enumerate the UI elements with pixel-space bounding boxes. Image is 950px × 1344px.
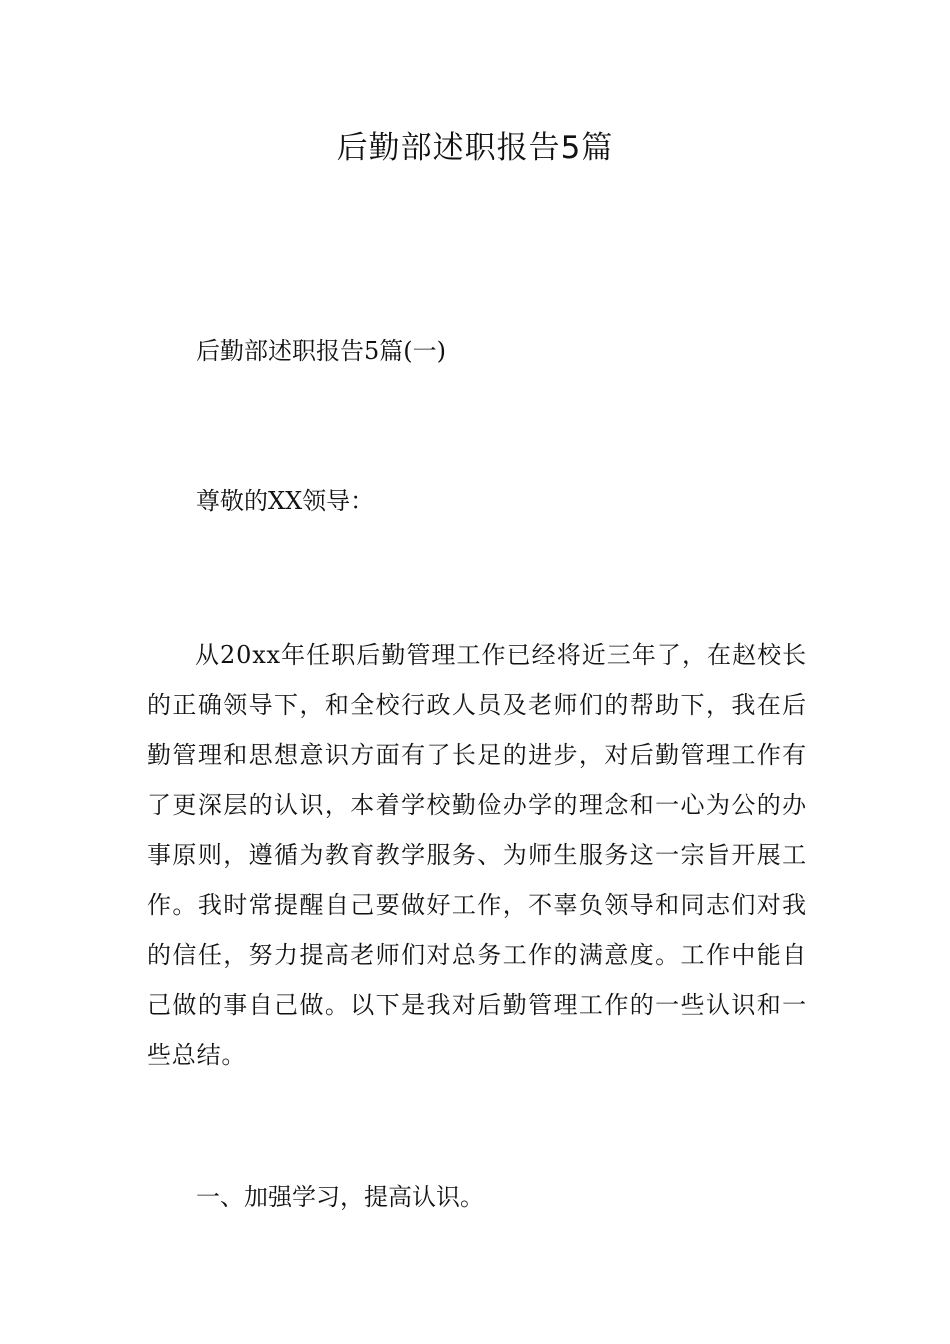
body-paragraph: 从20xx年任职后勤管理工作已经将近三年了，在赵校长的正确领导下，和全校行政人员及老师们的帮助下，我在后勤管理和思想意识方面有了长足的进步，对后勤管理工作有了更深层的认识，本着学校勤俭办学的理念和一心为公的办事原则，遵循为教育教学服务、为师生服务这一宗旨开展工作。我时常提醒自己要做好工作，不辜负领导和同志们对我的信任，努力提高老师们对总务工作的满意度。工作中能自己做的事自己做。以下是我对后勤管理工作的一些认识和一些总结。 bbox=[147, 641, 807, 1069]
report-subtitle: 后勤部述职报告5篇(一) bbox=[196, 337, 446, 365]
section-heading: 一、加强学习，提高认识。 bbox=[196, 1183, 484, 1211]
document-title: 后勤部述职报告5篇 bbox=[336, 130, 614, 166]
salutation: 尊敬的XX领导： bbox=[196, 487, 375, 515]
